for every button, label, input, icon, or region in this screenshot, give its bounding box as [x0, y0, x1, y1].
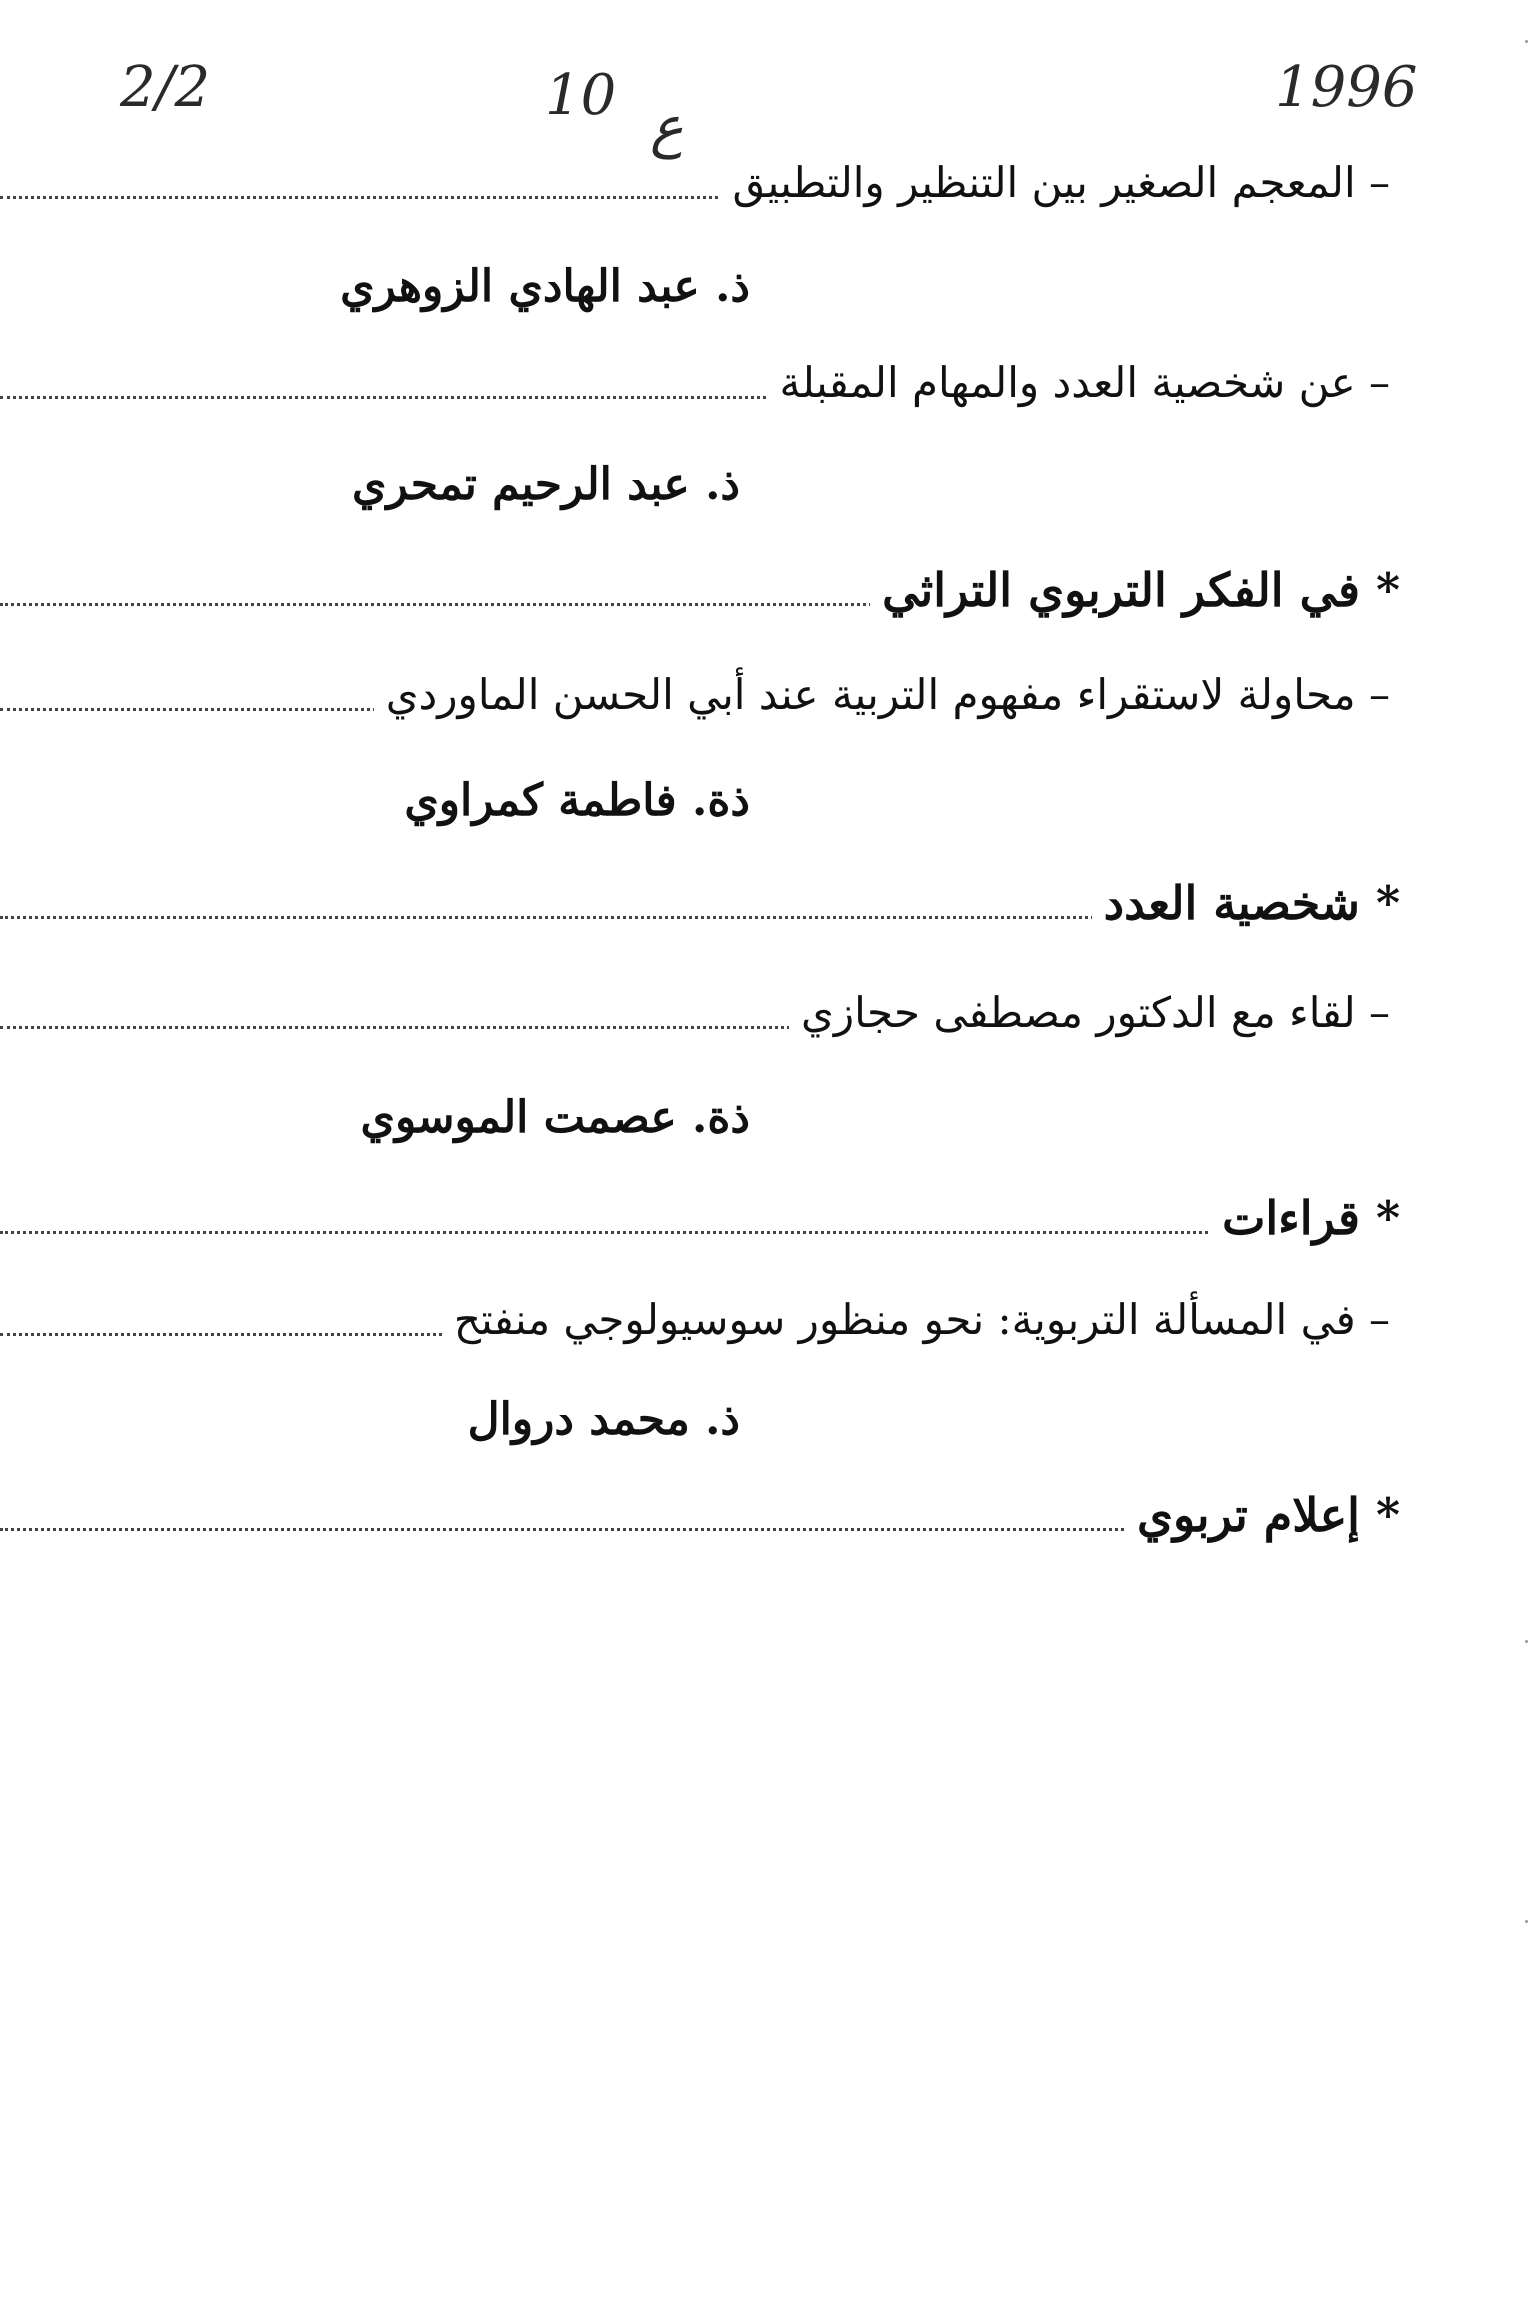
toc-entry-article [0, 1285, 1390, 1355]
handwritten-year-mark: 1996 [1275, 55, 1418, 120]
author-name: ذة. عصمت الموسوي [360, 1092, 750, 1143]
section-title: * قراءات [1210, 1183, 1400, 1253]
author-name: ذ. عبد الرحيم تمحري [352, 459, 740, 510]
toc-entry-article [0, 348, 1390, 418]
toc-section-heading [0, 868, 1400, 938]
scan-speck [1525, 1920, 1528, 1923]
section-title: * شخصية العدد [1092, 868, 1400, 938]
article-title: – عن شخصية العدد والمهام المقبلة [768, 348, 1390, 418]
toc-section-heading [0, 1183, 1400, 1253]
article-title: – لقاء مع الدكتور مصطفى حجازي [789, 978, 1390, 1048]
author-name: ذ. عبد الهادي الزوهري [340, 261, 750, 312]
toc-section-heading [0, 555, 1400, 625]
toc-section-heading [0, 1480, 1400, 1550]
section-title: * إعلام تربوي [1125, 1480, 1400, 1550]
handwritten-letter-mark: ع [650, 95, 684, 160]
article-title: – محاولة لاستقراء مفهوم التربية عند أبي الحسن الماوردي [374, 660, 1390, 730]
section-title: * في الفكر التربوي التراثي [870, 555, 1400, 625]
author-name: ذ. محمد دروال [467, 1394, 740, 1445]
toc-entry-article [0, 660, 1390, 730]
scan-speck [1525, 1640, 1528, 1643]
handwritten-page-mark: 2/2 [120, 55, 211, 120]
toc-entry-article [0, 978, 1390, 1048]
article-title: – المعجم الصغير بين التنظير والتطبيق [720, 148, 1390, 218]
handwritten-number-mark: 10 [545, 63, 617, 128]
article-title: – في المسألة التربوية: نحو منظور سوسيولوجي منفتح [442, 1285, 1390, 1355]
toc-entry-article [0, 148, 1390, 218]
author-name: ذة. فاطمة كمراوي [404, 775, 750, 826]
dot-leader [0, 1231, 1400, 1234]
scan-speck [1525, 40, 1528, 43]
